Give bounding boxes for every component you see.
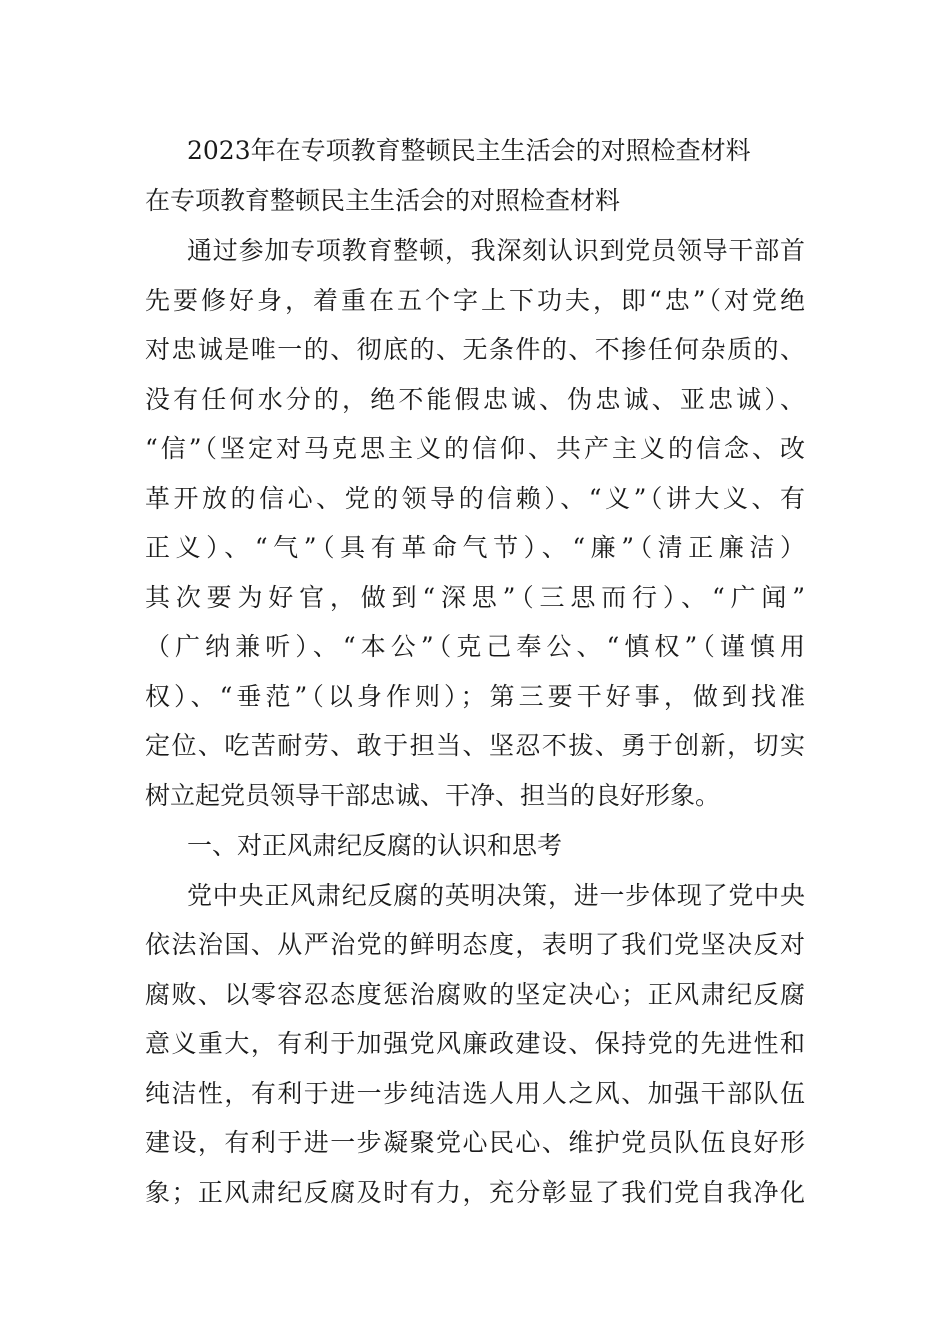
document-subtitle: 在专项教育整顿民主生活会的对照检查材料 bbox=[145, 186, 621, 215]
paragraph-line: 通过参加专项教育整顿，我深刻认识到党员领导干部首 bbox=[187, 236, 805, 265]
paragraph-line: 腐败、以零容忍态度惩治腐败的坚定决心；正风肃纪反腐 bbox=[145, 980, 805, 1009]
paragraph-line: “信”（坚定对马克思主义的信仰、共产主义的信念、改 bbox=[145, 434, 805, 463]
paragraph-line: 象；正风肃纪反腐及时有力，充分彰显了我们党自我净化 bbox=[145, 1178, 805, 1207]
section-heading: 一、对正风肃纪反腐的认识和思考 bbox=[187, 831, 563, 860]
paragraph-line: 纯洁性，有利于进一步纯洁选人用人之风、加强干部队伍 bbox=[145, 1079, 805, 1108]
paragraph-line: 没有任何水分的，绝不能假忠诚、伪忠诚、亚忠诚）、 bbox=[145, 385, 805, 414]
document-title: 2023年在专项教育整顿民主生活会的对照检查材料 bbox=[187, 136, 751, 165]
paragraph-line: 革开放的信心、党的领导的信赖）、“义”（讲大义、有 bbox=[145, 484, 805, 513]
paragraph-line: 权）、“垂范”（以身作则）；第三要干好事，做到找准 bbox=[145, 682, 805, 711]
paragraph-line: 依法治国、从严治党的鲜明态度，表明了我们党坚决反对 bbox=[145, 930, 805, 959]
paragraph-line: （广纳兼听）、“本公”（克己奉公、“慎权”（谨慎用 bbox=[145, 632, 805, 661]
paragraph-line: 对忠诚是唯一的、彻底的、无条件的、不掺任何杂质的、 bbox=[145, 335, 805, 364]
paragraph-line: 党中央正风肃纪反腐的英明决策，进一步体现了党中央 bbox=[187, 881, 805, 910]
paragraph-line: 定位、吃苦耐劳、敢于担当、坚忍不拔、勇于创新，切实 bbox=[145, 731, 805, 760]
paragraph-line: 其次要为好官，做到“深思”（三思而行）、“广闻” bbox=[145, 583, 805, 612]
paragraph-line: 建设，有利于进一步凝聚党心民心、维护党员队伍良好形 bbox=[145, 1128, 805, 1157]
paragraph-line: 先要修好身，着重在五个字上下功夫，即“忠”（对党绝 bbox=[145, 286, 805, 315]
paragraph-line: 树立起党员领导干部忠诚、干净、担当的良好形象。 bbox=[145, 781, 721, 810]
paragraph-line: 正义）、“气”（具有革命气节）、“廉”（清正廉洁） bbox=[145, 533, 805, 562]
paragraph-line: 意义重大，有利于加强党风廉政建设、保持党的先进性和 bbox=[145, 1029, 805, 1058]
